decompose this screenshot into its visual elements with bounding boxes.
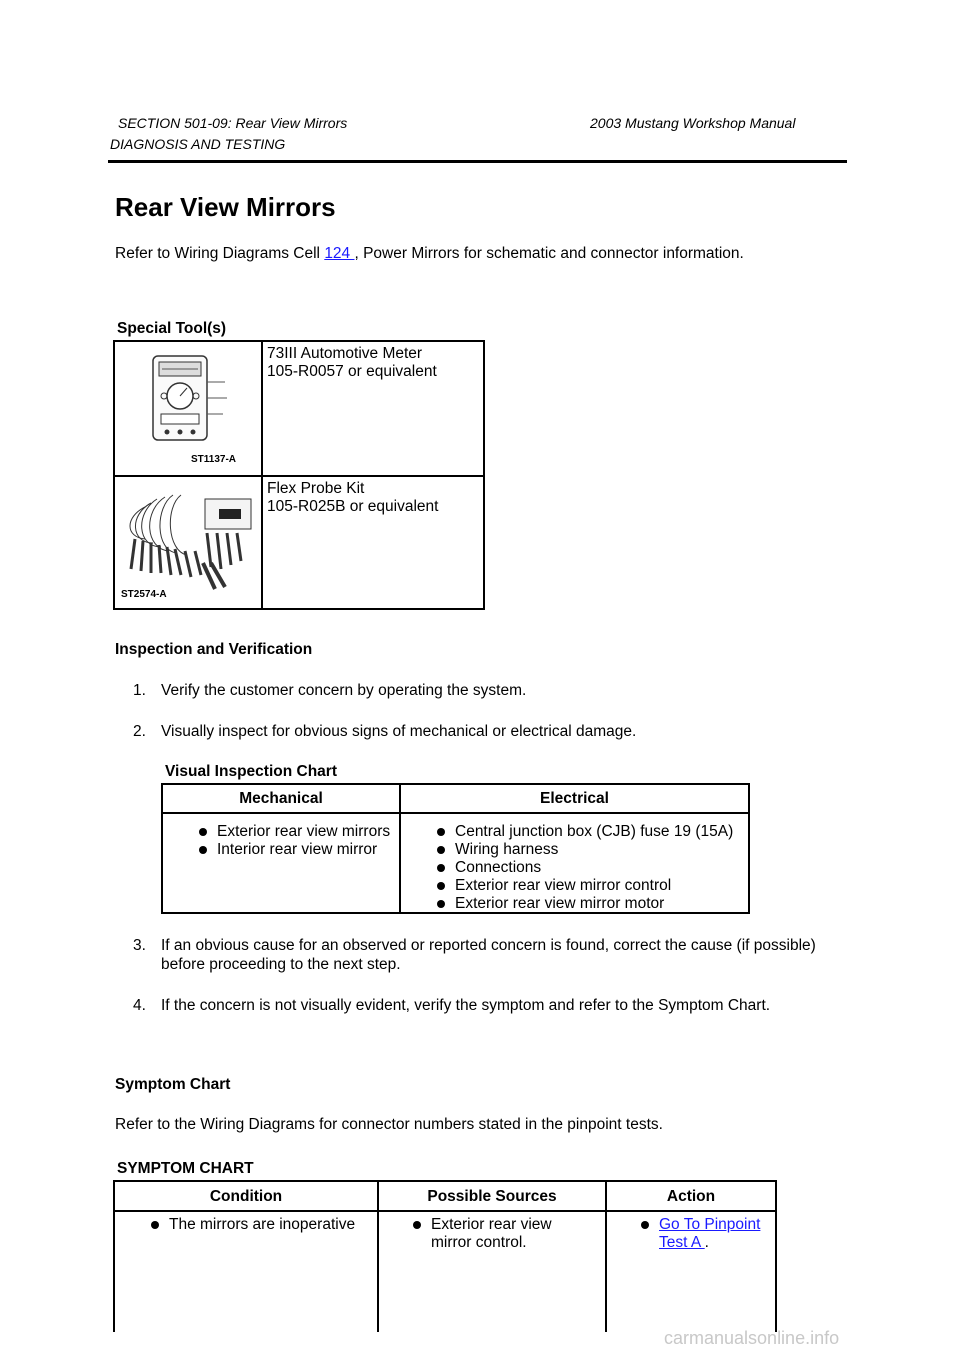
sources-cell [411,1216,552,1252]
tool-image-label: ST2574-A [121,589,167,600]
section-header: SECTION 501-09: Rear View Mirrors [118,115,348,131]
source-item [411,1216,552,1252]
tool-image-label: ST1137-A [191,454,237,465]
special-tools-caption: Special Tool(s) [117,320,227,337]
manual-title: 2003 Mustang Workshop Manual [590,115,796,131]
step-number: 4. [133,997,146,1014]
list-item: Central junction box (CJB) fuse 19 (15A) [435,823,733,841]
tool-row [114,341,484,476]
step-text-continued: before proceeding to the next step. [161,956,401,973]
flex-probe-kit-illustration [115,477,261,603]
visual-inspection-caption: Visual Inspection Chart [165,763,337,780]
list-item: Wiring harness [435,841,733,859]
tool-image-cell [114,476,262,609]
list-item: Exterior rear view mirrors [197,823,390,841]
action-cell [639,1216,760,1252]
tool-name: Flex Probe Kit [267,480,365,497]
step-text: If the concern is not visually evident, verify the symptom and refer to the Symptom Chart. [161,997,771,1014]
source-line: mirror control. [431,1234,527,1251]
condition-text: The mirrors are inoperative [149,1216,355,1234]
header-divider [115,1210,775,1212]
tool-image-cell [114,341,262,476]
source-line: Exterior rear view [431,1216,552,1233]
electrical-list [435,823,733,913]
page-title: Rear View Mirrors [115,192,336,222]
step-number: 2. [133,723,146,740]
intro-paragraph [115,245,744,263]
tool-part-number: 105-R025B or equivalent [267,498,439,515]
tool-text-cell [262,476,484,609]
subsection-title: DIAGNOSIS AND TESTING [110,136,286,152]
symptom-chart [113,1180,777,1332]
special-tools-table [113,340,485,610]
action-link-line: Go To Pinpoint [659,1216,761,1233]
sources-column-header: Possible Sources [427,1188,557,1205]
action-tail: . [704,1234,709,1251]
step-text: If an obvious cause for an observed or reported concern is found, correct the cause (if possible) [161,937,816,954]
electrical-column-header: Electrical [540,790,609,807]
automotive-meter-illustration [115,342,261,470]
step-text: Verify the customer concern by operating the system. [161,682,527,699]
step-number: 3. [133,937,146,954]
mechanical-list [197,823,390,859]
intro-after: , Power Mirrors for schematic and connector information. [354,245,744,262]
list-item: Interior rear view mirror [197,841,390,859]
step-number: 1. [133,682,146,699]
action-item [639,1216,760,1252]
symptom-intro: Refer to the Wiring Diagrams for connector numbers stated in the pinpoint tests. [115,1116,663,1133]
header-rule [108,160,847,163]
header-divider [163,812,748,814]
list-item: Connections [435,859,733,877]
tool-name: 73III Automotive Meter [267,345,423,362]
visual-inspection-chart [161,783,750,914]
condition-column-header: Condition [209,1188,283,1205]
wiring-cell-link[interactable]: 124 [324,245,355,262]
list-item: Exterior rear view mirror control [435,877,733,895]
intro-before: Refer to Wiring Diagrams Cell [115,245,325,262]
symptom-heading: Symptom Chart [115,1076,231,1093]
tool-row [114,476,484,609]
symptom-chart-caption: SYMPTOM CHART [117,1160,254,1177]
action-column-header: Action [666,1188,716,1205]
action-link-line: Test A [659,1234,705,1251]
tool-text-cell [262,341,484,476]
tool-part-number: 105-R0057 or equivalent [267,363,437,380]
pinpoint-test-a-link[interactable] [659,1216,760,1251]
watermark: carmanualsonline.info [664,1328,840,1348]
list-item: Exterior rear view mirror motor [435,895,733,913]
condition-cell [149,1216,355,1234]
mechanical-column-header: Mechanical [239,790,323,807]
inspection-heading: Inspection and Verification [115,641,313,658]
step-text: Visually inspect for obvious signs of mechanical or electrical damage. [161,723,637,740]
